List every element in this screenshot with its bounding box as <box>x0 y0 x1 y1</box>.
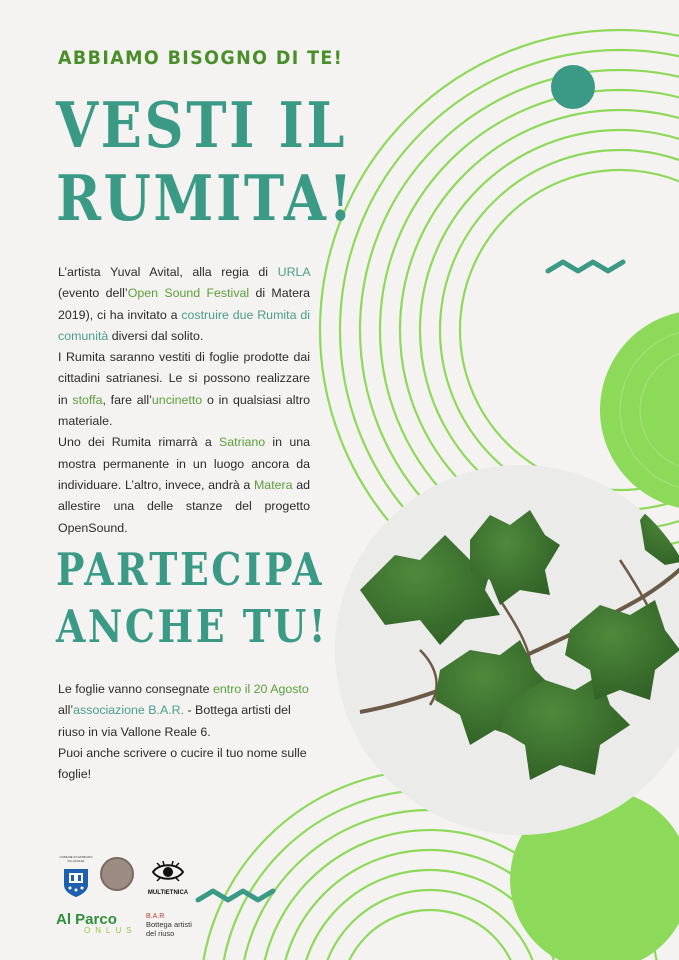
highlight-urla: URLA <box>277 265 310 279</box>
cta-title-line-1: PARTECIPA <box>56 543 325 596</box>
intro-text: L’artista Yuval Avital, alla regia di URLA (evento dell’Open Sound Festival di Matera 2019), ci ha invitato a costruire due Rumita di comunità diversi dal solito. I Rumita saranno vestiti di foglie prodotte dai cittadini satrianesi. Le si possono realizzare in stoffa, fare all’uncinetto o in qualsiasi altro materiale. Uno dei Rumita rimarrà a Satriano in una mostra permanente in un luogo ancora da individuare. L’altro, invece, andrà a Matera ad allestire una delle stanze del progetto OpenSound. <box>58 265 311 535</box>
details-text: Le foglie vanno consegnate entro il 20 Agosto all’associazione B.A.R. - Bottega artisti del riuso in via Vallone Reale 6. Puoi anche scrivere o cucire il tuo nome sulle foglie! <box>58 682 309 782</box>
header-kicker: ABBIAMO BISOGNO DI TE! <box>58 47 344 69</box>
eye-icon <box>151 860 185 884</box>
multietnica-logo: MULTIETNICA <box>146 860 190 896</box>
highlight-deadline: entro il 20 Agosto <box>213 682 309 696</box>
bar-logo: B.A.R Bottega artisti del riuso <box>146 913 192 938</box>
teal-dot <box>551 65 595 109</box>
zigzag-top <box>548 262 623 271</box>
highlight-stoffa: stoffa <box>72 392 103 407</box>
coin-logo <box>100 857 134 891</box>
highlight-satriano: Satriano <box>218 435 266 450</box>
title-line-1: VESTI IL <box>56 88 348 162</box>
cta-title-line-2: ANCHE TU! <box>56 600 329 653</box>
sponsor-logos <box>58 855 218 955</box>
crest-icon <box>58 863 94 899</box>
highlight-task: costruire due Rumita di comunità <box>58 307 310 343</box>
town-crest-logo: COMUNE DI SATRIANO DI LUCANIA <box>58 855 94 903</box>
highlight-festival: Open Sound Festival <box>127 286 250 301</box>
highlight-association: associazione B.A.R. <box>73 703 185 718</box>
al-parco-logo: Al Parco ONLUS <box>56 911 137 935</box>
title-line-2: RUMITA! <box>56 161 355 235</box>
highlight-matera: Matera <box>253 477 293 492</box>
highlight-uncinetto: uncinetto <box>151 392 203 407</box>
